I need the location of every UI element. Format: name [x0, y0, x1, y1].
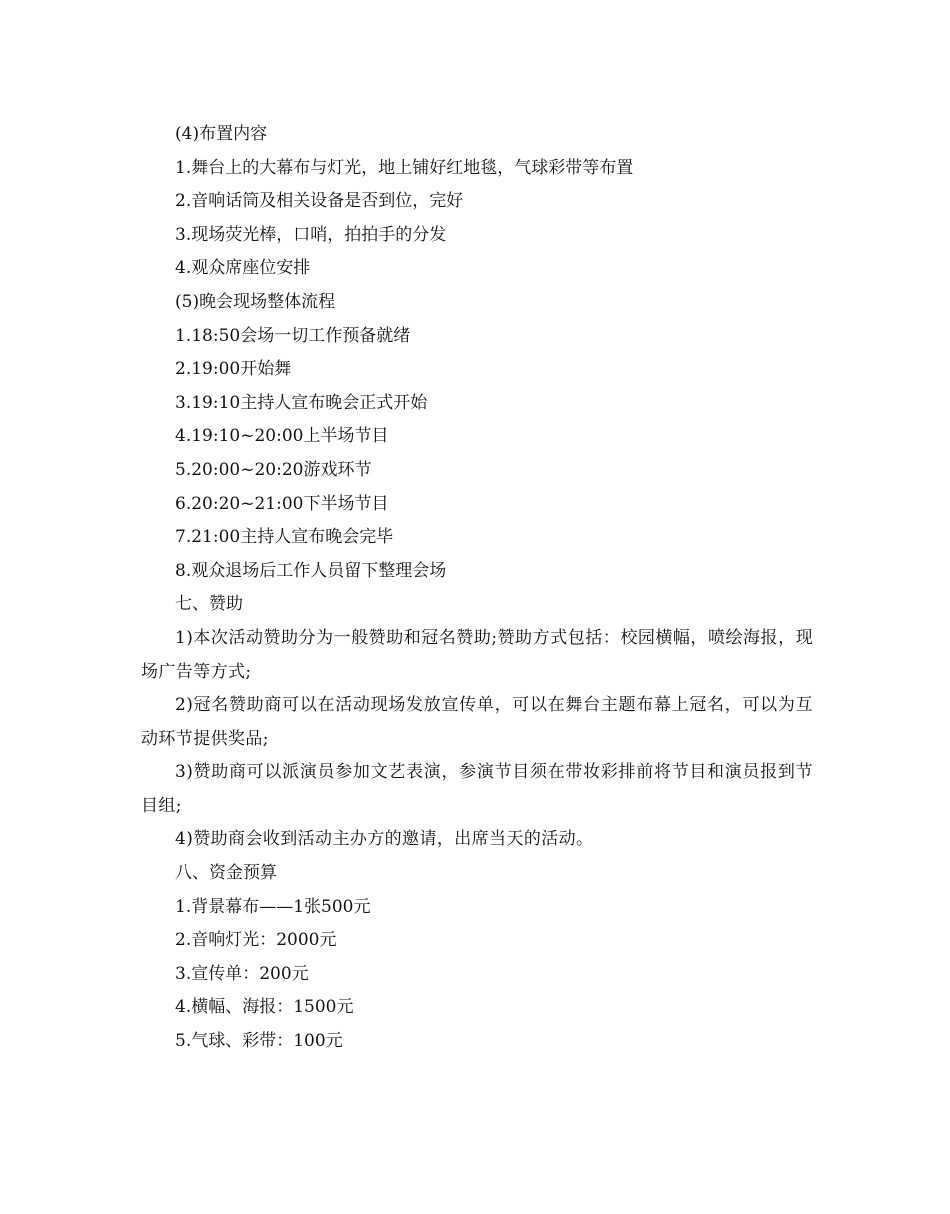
paragraph: 3)赞助商可以派演员参加文艺表演，参演节目须在带妆彩排前将节目和演员报到节目组; [141, 762, 813, 816]
list-item: 3.19:10主持人宣布晚会正式开始 [175, 392, 428, 413]
section-heading-flow: (5)晚会现场整体流程 [175, 291, 336, 312]
list-item: 4.19:10~20:00上半场节目 [175, 426, 389, 447]
list-item: 4.横幅、海报：1500元 [175, 997, 354, 1018]
paragraph: 4)赞助商会收到活动主办方的邀请，出席当天的活动。 [175, 829, 594, 850]
section-heading-layout: (4)布置内容 [175, 124, 268, 144]
list-item: 5.20:00~20:20游戏环节 [175, 459, 372, 480]
section-heading-budget: 八、资金预算 [175, 863, 277, 884]
list-item: 4.观众席座位安排 [175, 258, 311, 279]
list-item: 8.观众退场后工作人员留下整理会场 [175, 560, 447, 581]
list-item: 2.19:00开始舞 [175, 359, 292, 380]
list-item: 3.宣传单：200元 [175, 963, 309, 984]
list-item: 2.音响话筒及相关设备是否到位，完好 [175, 191, 464, 212]
list-item: 3.现场荧光棒，口哨，拍拍手的分发 [175, 224, 447, 245]
list-item: 1.18:50会场一切工作预备就绪 [175, 325, 411, 346]
list-item: 1.背景幕布——1张500元 [175, 896, 371, 917]
paragraph: 1)本次活动赞助分为一般赞助和冠名赞助;赞助方式包括：校园横幅，喷绘海报，现场广告等方式; [141, 627, 813, 682]
paragraph: 2)冠名赞助商可以在活动现场发放宣传单，可以在舞台主题布幕上冠名，可以为互动环节提供奖品; [141, 695, 813, 749]
list-item: 1.舞台上的大幕布与灯光，地上铺好红地毯，气球彩带等布置 [175, 157, 634, 178]
list-item: 7.21:00主持人宣布晚会完毕 [175, 527, 394, 548]
section-heading-sponsor: 七、赞助 [175, 594, 243, 615]
list-item: 2.音响灯光：2000元 [175, 930, 337, 951]
list-item: 5.气球、彩带：100元 [175, 1031, 343, 1052]
document-body [141, 118, 813, 1059]
list-item: 6.20:20~21:00下半场节目 [175, 493, 389, 514]
